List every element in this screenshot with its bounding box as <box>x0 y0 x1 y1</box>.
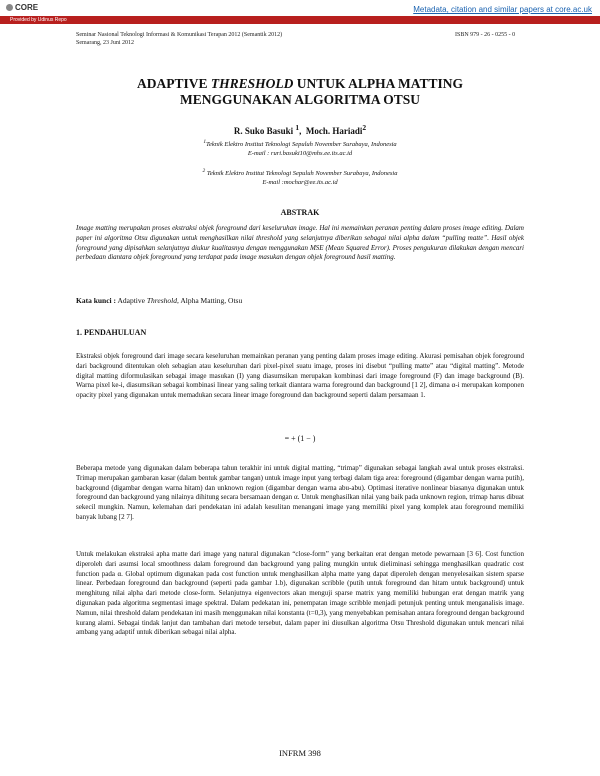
equation-1: = + (1 − ) <box>284 434 316 443</box>
aff-institution: Teknik Elektro Institut Teknologi Sepuluh November Surabaya, Indonesia <box>206 141 397 149</box>
abstract-heading: ABSTRAK <box>280 208 320 217</box>
aff-sup: 2 <box>202 168 206 174</box>
title-line2: MENGGUNAKAN ALGORITMA OTSU <box>179 92 421 107</box>
author-2-sup: 2 <box>362 123 367 132</box>
provided-by-bar <box>0 16 600 24</box>
keywords-italic: Threshold <box>146 296 177 305</box>
keywords-part: , Alpha Matting, Otsu <box>177 296 243 305</box>
core-logo-icon <box>6 4 13 11</box>
intro-paragraph-3: Untuk melakukan ekstraksi apha matte dari image yang natural digunakan “close-form” yang berkaitan erat dengan metode pewarnaan [3 6]. Cost function diperoleh dari asumsi local smoothness dalam foreground dan background yang paling mungkin untuk dieliminasi sehingga menghasilkan quadratic cost function pada α. Global optimum digunakan pada cost function untuk menghasilkan alpha matte yang dapat diperoleh dengan menyelesaikan sistem sparse linear. Perbedaan foreground dan background (seperti pada gambar 1.b), digunakan scribble (putih untuk foreground dan hitam untuk background) untuk menghitung nilai alpha dari metode close-form. Selanjutnya eigenvectors akan menguji sparse matrix yang memiliki hubungan erat dengan matrik yang digunakan pada algoritma segmentasi image spektral. Dalam pedekatan ini, penempatan image scribble menjadi petunjuk penting untuk menganalisis image. Namun, nilai threshold dalam pendekatan ini masih menggunakan nilai konstanta (t=0,3), yang menyebabkan pemisahan antara foreground dengan background kurang alami. Sebagai tindak lanjut dan tambahan dari metode tersebut, dalam paper ini diusulkan algoritma Otsu Threshold digunakan untuk mencari nilai ambang yang adaptif untuk diberikan sebagai nilai alpha. <box>76 550 524 637</box>
section-heading: 1. PENDAHULUAN <box>76 328 147 337</box>
page-footer: INFRM 398 <box>279 748 321 758</box>
aff-institution: Teknik Elektro Institut Teknologi Sepuluh November Surabaya, Indonesia <box>206 170 398 178</box>
core-logo-text: CORE <box>15 3 39 12</box>
header-conference: Seminar Nasional Teknologi Informasi & Komunikasi Terapan 2012 (Semantik 2012) <box>76 32 283 38</box>
author-list: R. Suko Basuki $^1$, Moch. Hariadi$^2$ <box>233 123 367 136</box>
running-header <box>76 31 282 47</box>
author-1: R. Suko Basuki <box>233 126 294 136</box>
header-date: Semarang, 23 Juni 2012 <box>76 40 134 46</box>
core-logo[interactable] <box>6 3 38 12</box>
header-isbn: ISBN 979 - 26 - 0255 - 0 <box>455 32 516 38</box>
aff-email: E-mail :mochar@ee.its.ac.id <box>262 178 338 186</box>
aff-email: E-mail : ruri.basuki10@mhs.ee.its.ac.id <box>247 149 353 157</box>
core-metadata-link[interactable]: Metadata, citation and similar papers at core.ac.uk <box>413 5 592 14</box>
title-part: UNTUK ALPHA MATTING <box>293 76 464 91</box>
author-2: Moch. Hariadi <box>305 126 363 136</box>
keywords-part: Adaptive <box>116 296 147 305</box>
intro-paragraph-1: Ekstraksi objek foreground dari image secara keseluruhan memainkan peranan yang penting dalam proses image editing. Akurasi pemisahan objek foreground dari background ditentukan oleh sebagian atau keseluruhan dari pixel-pixel suatu image, proses ini disebut “pulling matte” atau “digital matting”. Metode digital matting diformulasikan sebagai image masukan (I) yang diasumsikan merupakan kombinasi dari image foreground (F) dan image background (B). Warna pixel ke-i, diasumsikan sebagai kombinasi linear yang saling terkait diantara warna foreground dan background [1 2], dimana α-i merupakan komponen opacity pixel yang digunakan untuk memadukan secara linear image foreground dan background seperti dalam persamaan 1. <box>76 352 524 400</box>
paper-title <box>76 76 524 108</box>
aff-sup: 1 <box>203 139 207 145</box>
title-italic: THRESHOLD <box>210 76 294 91</box>
keywords <box>76 296 524 306</box>
abstract-text: Image matting merupakan proses ekstraksi objek foreground dari keseluruhan image. Hal ini memainkan peranan penting dalam proses image editing. Dalam paper ini algoritma Otsu digunakan untuk menghasilkan nilai threshold yang selanjutnya diberikan sebagai nilai alpha dalam “pulling matte”. Hasil objek foreground yang dipisahkan selanjutnya diukur kualitasnya dengan menggunakan MSE (Mean Squared Error). Proses pengukuran dilakukan dengan mencari perbedaan diantara objek foreground yang terdapat pada image masukan dengan objek foreground hasil matting. <box>76 224 524 262</box>
affiliation-1 <box>76 138 524 158</box>
author-1-sup: 1 <box>295 123 300 132</box>
affiliation-2 <box>76 167 524 187</box>
provided-by-text[interactable]: Provided by Udinus Repo <box>10 17 67 23</box>
intro-paragraph-2: Beberapa metode yang digunakan dalam beberapa tahun terakhir ini untuk digital matting, “trimap” digunakan sebagai langkah awal untuk proses ekstraksi. Trimap merupakan gambaran kasar (dalam bentuk gambar tangan) untuk image input yang terbagi dalam tiga area: foreground (digambar dengan warna putih), background (digambar dengan warna hitam) dan unknown region (digambar dengan warna abu-abu). Optimasi iterative nonlinear biasanya digunakan untuk foreground dan background yang nilainya dihitung secara bersamaan dengan α. Untuk menghasilkan nilai yang baik pada unknown region, trimap harus dibuat sekecil mungkin. Namun, kelemahan dari pendekatan ini adalah kesulitan menangani image yang memiliki pixel yang komplek atau foreground memiliki banyak lubang [2 7]. <box>76 464 524 521</box>
keywords-label: Kata kunci : <box>76 296 117 305</box>
title-part: ADAPTIVE <box>136 76 211 91</box>
